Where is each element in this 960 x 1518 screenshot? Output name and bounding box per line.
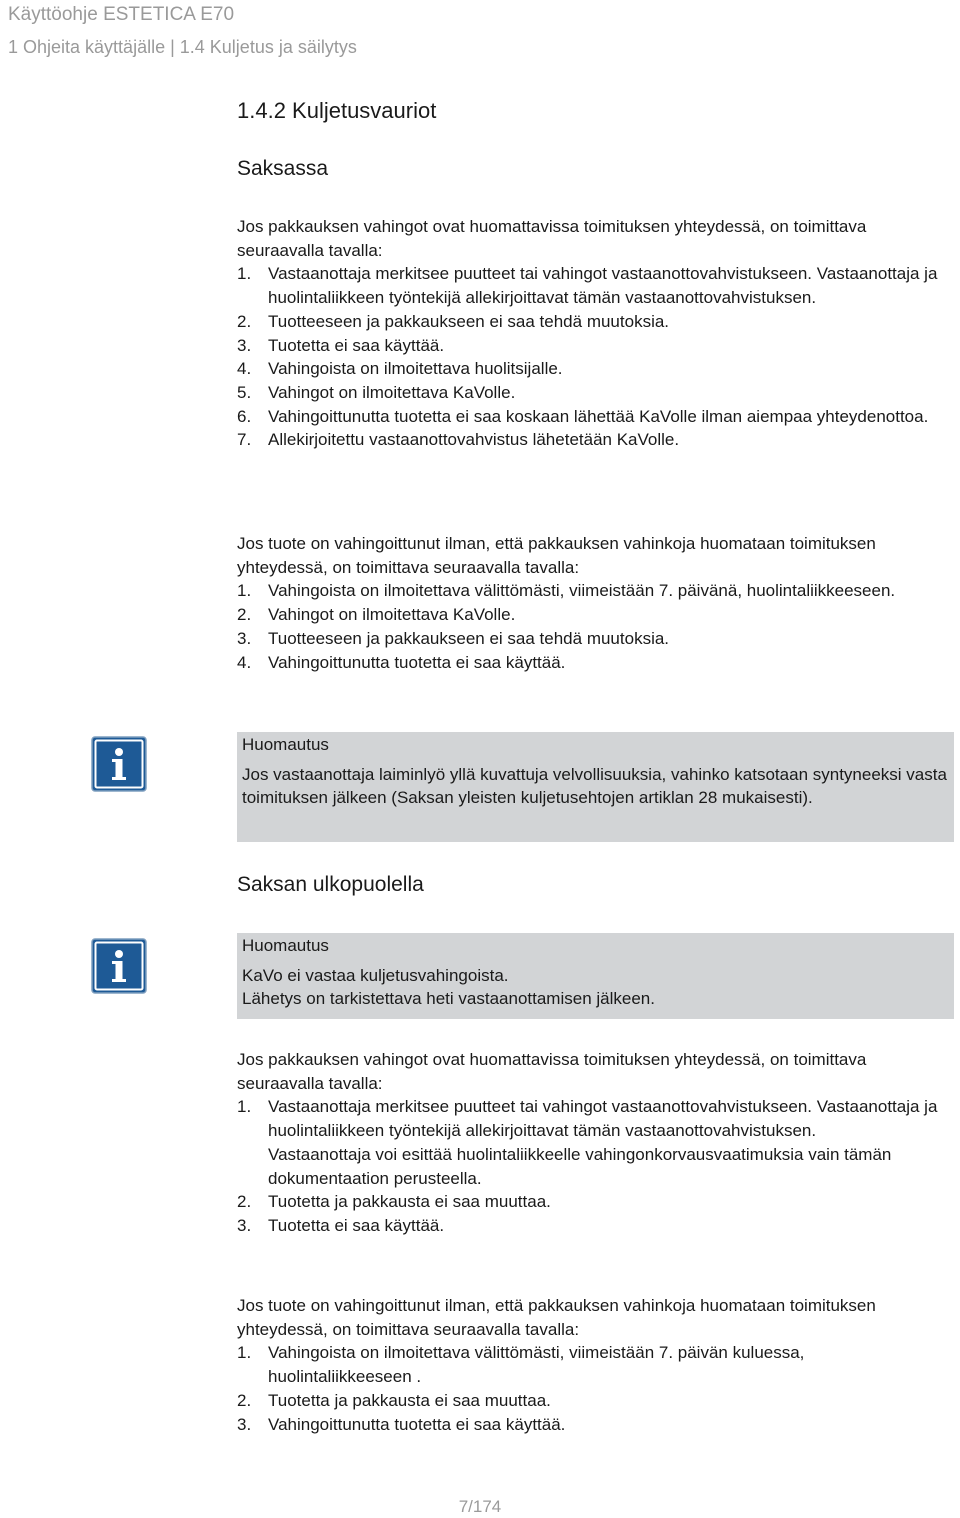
list-number: 1. [237, 264, 252, 284]
list-item [237, 1214, 949, 1238]
list-text: Vahingoista on ilmoitettava välittömästi, viimeistään 7. päivän kuluessa, huolintaliikkeeseen . [268, 1343, 805, 1387]
list-item [237, 381, 949, 405]
list-item [237, 334, 949, 358]
list-text: Tuotetta ja pakkausta ei saa muuttaa. [268, 1390, 551, 1410]
list-item [237, 579, 949, 603]
note-title: Huomautus [242, 936, 329, 955]
list-text: Vahingot on ilmoitettava KaVolle. [268, 605, 516, 625]
list-number: 3. [237, 1215, 252, 1235]
list-number: 4. [237, 652, 252, 672]
list-text: Vahingot on ilmoitettava KaVolle. [268, 382, 516, 402]
list-number: 3. [237, 628, 252, 648]
info-icon [91, 938, 147, 994]
list-item [237, 310, 949, 334]
list-text: Vahingoista on ilmoitettava huolitsijalle. [268, 359, 563, 379]
list-item [237, 651, 949, 675]
list-text: Tuotteeseen ja pakkaukseen ei saa tehdä muutoksia. [268, 628, 670, 648]
list-number: 6. [237, 406, 252, 426]
note-outside [237, 933, 954, 1019]
list-item [237, 627, 949, 651]
list-text: Vahingoittunutta tuotetta ei saa koskaan lähettää KaVolle ilman aiempaa yhteydenottoa. [268, 406, 929, 426]
germany-procedure-1 [237, 215, 949, 452]
note-text: Jos vastaanottaja laiminlyö yllä kuvattuja velvollisuuksia, vahinko katsotaan syntyneeksi vasta toimituksen jälkeen (Saksan yleisten kuljetusehtojen artiklan 28 mukaisesti). [242, 764, 947, 808]
list-text: Vahingoittunutta tuotetta ei saa käyttää. [268, 652, 566, 672]
outside-list-2 [237, 1341, 949, 1436]
list-item [237, 1190, 949, 1214]
list-number: 2. [237, 1192, 252, 1212]
list-item [237, 262, 949, 309]
list-item [237, 603, 949, 627]
page-number: 7/174 [458, 1497, 502, 1516]
note-line-2: Lähetys on tarkistettava heti vastaanottamisen jälkeen. [242, 989, 655, 1009]
list-number: 3. [237, 1414, 252, 1434]
list-number: 2. [237, 605, 252, 625]
outside-procedure-1 [237, 1048, 949, 1238]
list-number: 3. [237, 335, 252, 355]
germany-heading: Saksassa [237, 157, 329, 180]
list-text: Tuotteeseen ja pakkaukseen ei saa tehdä muutoksia. [268, 311, 670, 331]
list-number: 2. [237, 311, 252, 331]
list-text: Vahingoista on ilmoitettava välittömästi, viimeistään 7. päivänä, huolintaliikkeeseen. [268, 581, 896, 601]
germany-intro-2: Jos tuote on vahingoittunut ilman, että pakkauksen vahinkoja huomataan toimituksen yhteydessä, on toimittava seuraavalla tavalla: [237, 534, 876, 577]
list-item [237, 428, 949, 452]
list-item [237, 405, 949, 429]
list-text: Allekirjoitettu vastaanottovahvistus lähetetään KaVolle. [268, 430, 680, 450]
list-number: 1. [237, 581, 252, 601]
list-text: Vahingoittunutta tuotetta ei saa käyttää. [268, 1414, 566, 1434]
note-title: Huomautus [242, 735, 329, 754]
list-text: Tuotetta ei saa käyttää. [268, 335, 445, 355]
list-text: Vastaanottaja merkitsee puutteet tai vahingot vastaanottovahvistukseen. Vastaanottaja ja huolintaliikkeen työntekijä allekirjoittavat tämän vastaanottovahvistuksen. [268, 1097, 938, 1141]
outside-intro-2: Jos tuote on vahingoittunut ilman, että pakkauksen vahinkoja huomataan toimituksen yhteydessä, on toimittava seuraavalla tavalla: [237, 1296, 876, 1339]
list-text: Vastaanottaja merkitsee puutteet tai vahingot vastaanottovahvistukseen. Vastaanottaja ja huolintaliikkeen työntekijä allekirjoittavat tämän vastaanottovahvistuksen. [268, 264, 938, 308]
list-number: 5. [237, 382, 252, 402]
list-item [237, 1413, 949, 1437]
list-item [237, 1095, 949, 1190]
outside-procedure-2 [237, 1294, 949, 1436]
note-line-1: KaVo ei vastaa kuljetusvahingoista. [242, 965, 509, 985]
list-number: 4. [237, 359, 252, 379]
list-number: 1. [237, 1097, 252, 1117]
outside-germany-heading: Saksan ulkopuolella [237, 873, 424, 896]
list-number: 1. [237, 1343, 252, 1363]
list-text: Tuotetta ja pakkausta ei saa muuttaa. [268, 1192, 551, 1212]
germany-procedure-2 [237, 532, 949, 674]
breadcrumb: 1 Ohjeita käyttäjälle | 1.4 Kuljetus ja säilytys [8, 37, 357, 57]
note-germany [237, 732, 954, 842]
germany-intro-1: Jos pakkauksen vahingot ovat huomattavissa toimituksen yhteydessä, on toimittava seuraavalla tavalla: [237, 217, 867, 260]
document-title: Käyttöohje ESTETICA E70 [8, 4, 235, 25]
list-item [237, 357, 949, 381]
info-icon [91, 736, 147, 792]
germany-list-1 [237, 262, 949, 452]
germany-list-2 [237, 579, 949, 674]
section-heading: 1.4.2 Kuljetusvauriot [237, 98, 437, 123]
list-item [237, 1341, 949, 1388]
list-number: 2. [237, 1390, 252, 1410]
outside-list-1 [237, 1095, 949, 1237]
list-item [237, 1389, 949, 1413]
list-extra-text: Vastaanottaja voi esittää huolintaliikkeelle vahingonkorvausvaatimuksia vain tämän dokumentaation perusteella. [268, 1144, 892, 1188]
list-text: Tuotetta ei saa käyttää. [268, 1215, 445, 1235]
outside-intro-1: Jos pakkauksen vahingot ovat huomattavissa toimituksen yhteydessä, on toimittava seuraavalla tavalla: [237, 1050, 867, 1093]
list-number: 7. [237, 430, 252, 450]
